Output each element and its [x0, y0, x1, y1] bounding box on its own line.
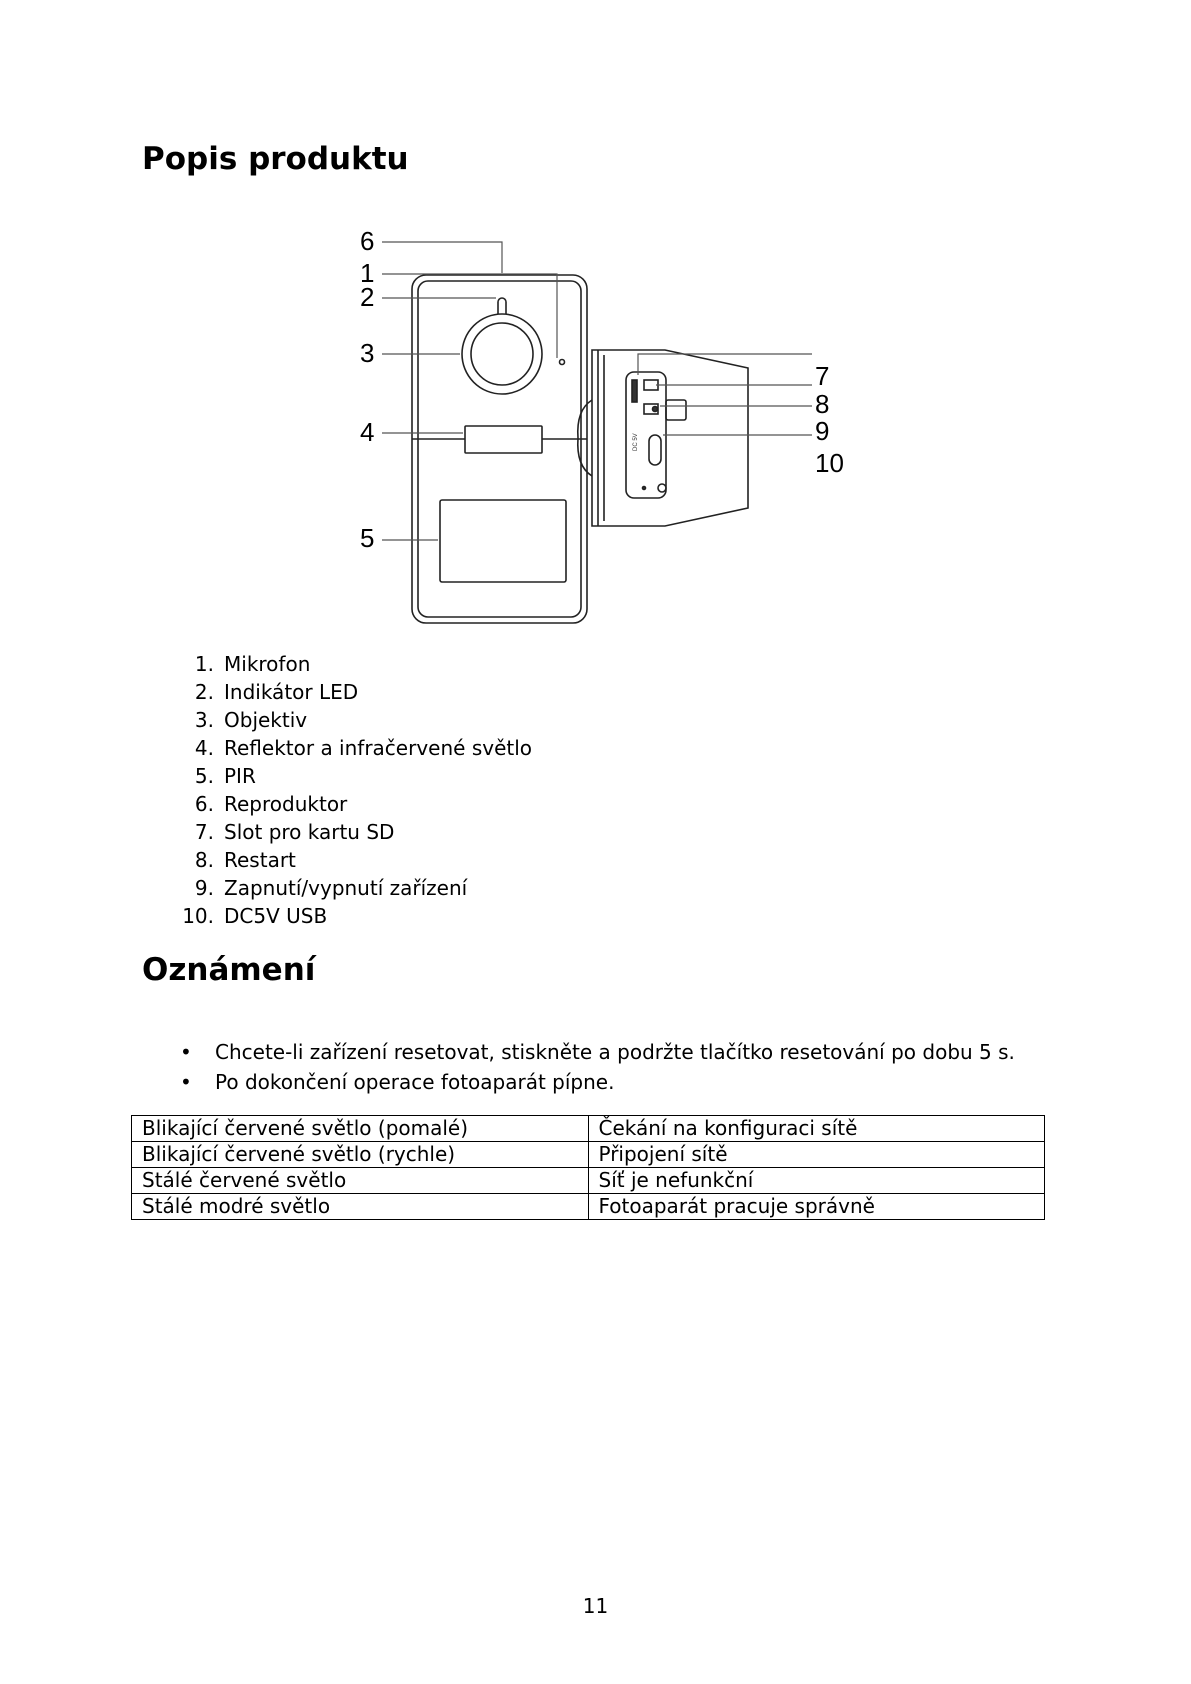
- list-item: [180, 1037, 1015, 1067]
- list-item: [170, 678, 532, 706]
- item-label: Slot pro kartu SD: [224, 820, 395, 844]
- item-number: 3.: [194, 708, 214, 732]
- item-number: 2.: [194, 680, 214, 704]
- side-view: [578, 350, 748, 526]
- item-number: 7.: [194, 820, 214, 844]
- section-title-product: Popis produktu: [142, 141, 409, 177]
- list-item: [170, 734, 532, 762]
- front-view: [412, 275, 587, 623]
- callout-9: 9: [815, 416, 830, 446]
- light-cell: Blikající červené světlo (pomalé): [132, 1116, 589, 1142]
- table-row: [132, 1142, 1045, 1168]
- callout-3: 3: [360, 338, 375, 368]
- port-label: DC 5V: [633, 433, 639, 451]
- item-number: 6.: [194, 792, 214, 816]
- item-number: 9.: [194, 876, 214, 900]
- note-text: Chcete-li zařízení resetovat, stiskněte a podržte tlačítko resetování po dobu 5 s.: [215, 1040, 1015, 1064]
- product-diagram: [350, 230, 860, 630]
- list-item: [170, 818, 532, 846]
- table-row: [132, 1194, 1045, 1220]
- meaning-cell: Síť je nefunkční: [588, 1168, 1045, 1194]
- callout-2: 2: [360, 282, 375, 312]
- item-label: Zapnutí/vypnutí zařízení: [224, 876, 468, 900]
- list-item: [180, 1067, 1015, 1097]
- list-item: [170, 790, 532, 818]
- callout-1: 1: [360, 258, 375, 288]
- item-number: 1.: [194, 652, 214, 676]
- bullet: •: [180, 1070, 192, 1094]
- item-label: Objektiv: [224, 708, 308, 732]
- light-cell: Stálé červené světlo: [132, 1168, 589, 1194]
- list-item: [170, 846, 532, 874]
- meaning-cell: Fotoaparát pracuje správně: [588, 1194, 1045, 1220]
- item-label: DC5V USB: [224, 904, 328, 928]
- list-item: [170, 902, 532, 930]
- bullet: •: [180, 1040, 192, 1064]
- item-label: Reflektor a infračervené světlo: [224, 736, 533, 760]
- item-label: PIR: [224, 764, 256, 788]
- item-label: Indikátor LED: [224, 680, 359, 704]
- callout-10: 10: [815, 448, 844, 478]
- page-number: 11: [582, 1594, 609, 1618]
- light-cell: Blikající červené světlo (rychle): [132, 1142, 589, 1168]
- meaning-cell: Připojení sítě: [588, 1142, 1045, 1168]
- item-label: Restart: [224, 848, 296, 872]
- section-title-notice: Oznámení: [142, 952, 316, 988]
- item-label: Reproduktor: [224, 792, 348, 816]
- list-item: [170, 650, 532, 678]
- parts-list: [170, 650, 532, 930]
- status-table: [131, 1115, 1045, 1220]
- notes-list: [180, 1037, 1015, 1097]
- meaning-cell: Čekání na konfiguraci sítě: [588, 1116, 1045, 1142]
- callout-5: 5: [360, 523, 375, 553]
- item-number: 4.: [194, 736, 214, 760]
- item-number: 5.: [194, 764, 214, 788]
- list-item: [170, 874, 532, 902]
- callout-7: 7: [815, 361, 830, 391]
- light-cell: Stálé modré světlo: [132, 1194, 589, 1220]
- table-row: [132, 1116, 1045, 1142]
- item-label: Mikrofon: [224, 652, 311, 676]
- table-row: [132, 1168, 1045, 1194]
- item-number: 8.: [194, 848, 214, 872]
- note-text: Po dokončení operace fotoaparát pípne.: [215, 1070, 615, 1094]
- callout-6: 6: [360, 230, 375, 256]
- callout-4: 4: [360, 417, 375, 447]
- item-number: 10.: [182, 904, 214, 928]
- callout-8: 8: [815, 389, 830, 419]
- list-item: [170, 762, 532, 790]
- list-item: [170, 706, 532, 734]
